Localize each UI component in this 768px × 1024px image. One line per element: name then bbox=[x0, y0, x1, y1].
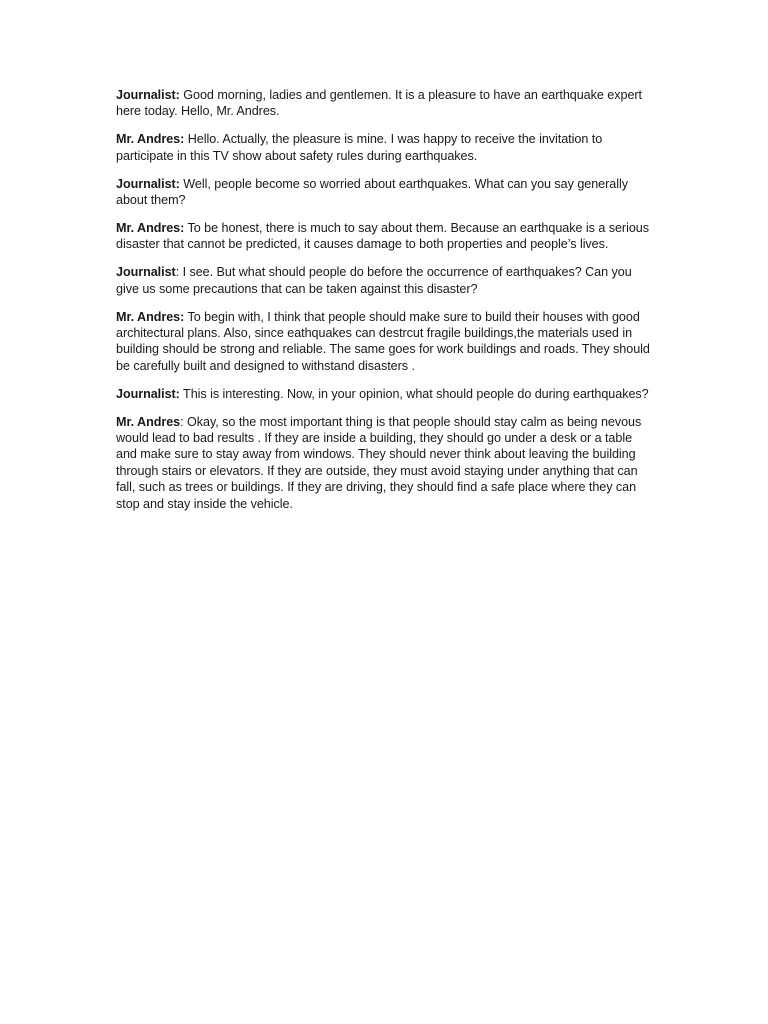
dialogue-paragraph-5 bbox=[116, 264, 656, 297]
dialogue-text: Good morning, ladies and gentlemen. It is a pleasure to have an earthquake expert here today. Hello, Mr. Andres. bbox=[116, 88, 642, 119]
dialogue-paragraph-1 bbox=[116, 87, 656, 120]
dialogue-text: : Okay, so the most important thing is that people should stay calm as being nevous would lead to bad results . If they are inside a building, they should go under a desk or a table and make sure to stay away from windows. They should never think about leaving the building through stairs or elevators. If they are outside, they must avoid staying under anything that can fall, such as trees or buildings. If they are driving, they should find a safe place where they can stop and stay inside the vehicle. bbox=[116, 414, 642, 511]
speaker-label: Mr. Andres: bbox=[116, 220, 185, 235]
dialogue-text: This is interesting. Now, in your opinion, what should people do during earthquakes? bbox=[179, 386, 649, 401]
dialogue-text: To be honest, there is much to say about them. Because an earthquake is a serious disaster that cannot be predicted, it causes damage to both properties and people’s lives. bbox=[116, 220, 649, 252]
dialogue-paragraph-8 bbox=[116, 414, 656, 512]
speaker-label: Journalist: bbox=[116, 176, 180, 191]
speaker-label: Journalist: bbox=[116, 386, 180, 401]
speaker-label: Journalist: bbox=[116, 88, 180, 102]
dialogue-paragraph-7 bbox=[116, 386, 656, 402]
dialogue-text: Well, people become so worried about earthquakes. What can you say generally about them? bbox=[116, 176, 628, 208]
dialogue-paragraph-2 bbox=[116, 131, 656, 164]
speaker-label: Mr. Andres: bbox=[116, 309, 185, 324]
dialogue-paragraph-3 bbox=[116, 176, 656, 209]
document-page bbox=[116, 87, 656, 524]
speaker-label: Mr. Andres bbox=[116, 414, 181, 429]
dialogue-paragraph-6 bbox=[116, 309, 656, 375]
dialogue-text: : I see. But what should people do before the occurrence of earthquakes? Can you give us some precautions that can be taken against this disaster? bbox=[116, 265, 632, 296]
speaker-label: Mr. Andres: bbox=[116, 132, 185, 147]
dialogue-text: To begin with, I think that people should make sure to build their houses with good architectural plans. Also, since eathquakes can destrcut fragile buildings,the materials used in building should be strong and reliable. The same goes for work buildings and roads. They should be carefully built and designed to withstand disasters . bbox=[116, 309, 650, 373]
speaker-label: Journalist bbox=[116, 265, 176, 280]
dialogue-text: Hello. Actually, the pleasure is mine. I was happy to receive the invitation to participate in this TV show about safety rules during earthquakes. bbox=[116, 132, 603, 163]
dialogue-paragraph-4 bbox=[116, 220, 656, 253]
